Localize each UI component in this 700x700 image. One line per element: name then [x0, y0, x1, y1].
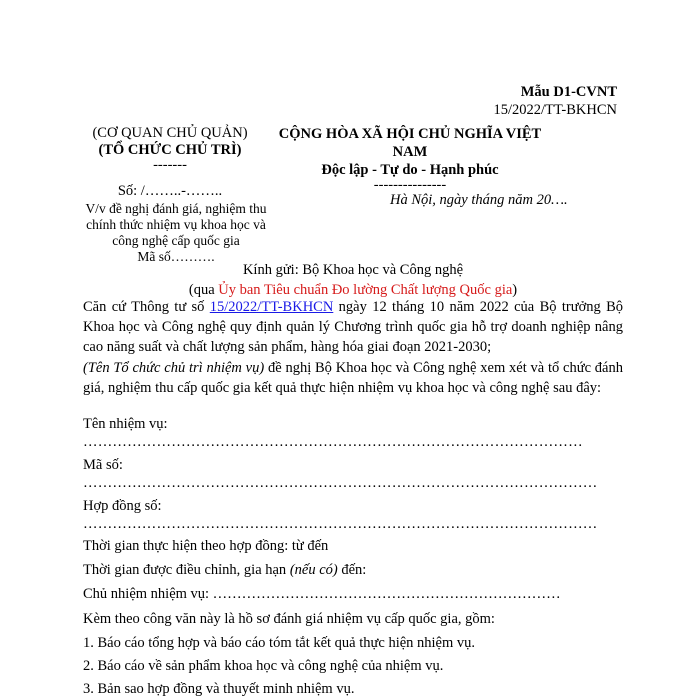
issuing-agency-header: [70, 125, 270, 171]
circular-link[interactable]: 15/2022/TT-BKHCN: [209, 299, 334, 315]
extension-suffix: đến:: [337, 562, 367, 578]
attachment-item: 1. Báo cáo tổng hợp và báo cáo tóm tắt kết quả thực hiện nhiệm vụ.: [83, 635, 476, 651]
national-title: CỘNG HÒA XÃ HỘI CHỦ NGHĨA VIỆT NAM: [278, 126, 542, 160]
extension-period: [83, 561, 623, 580]
attachments-intro: Kèm theo công văn này là hồ sơ đánh giá nhiệm vụ cấp quốc gia, gồm:: [83, 611, 495, 627]
task-name-label: Tên nhiệm vụ:: [83, 416, 168, 432]
contract-label: Hợp đồng số:: [83, 498, 162, 514]
via-prefix: (qua: [188, 282, 219, 298]
subject-block: [78, 201, 274, 265]
basis-paragraph: [83, 297, 623, 357]
basis-text: ngày 12 tháng 10 năm 2022 của Bộ trưởng Bộ Khoa học và Công nghệ quy định quản lý Chương trình quốc gia hỗ trợ doanh nghiệp nâng cao năng suất và chất lượng sản phẩm, hàng hóa giai đoạn 2021-2030;: [83, 299, 624, 355]
left-divider: -------: [153, 157, 187, 173]
attachment-item: 3. Bản sao hợp đồng và thuyết minh nhiệm vụ.: [83, 681, 355, 697]
host-organization: (TỔ CHỨC CHỦ TRÌ): [98, 142, 242, 158]
form-code: [493, 83, 617, 119]
national-header: [272, 125, 548, 191]
via-suffix: ): [512, 282, 518, 298]
attachment-item: 2. Báo cáo về sản phẩm khoa học và công nghệ của nhiệm vụ.: [83, 658, 444, 674]
host-org-placeholder: (Tên Tổ chức chủ trì nhiệm vụ): [83, 360, 265, 376]
right-divider: ---------------: [373, 177, 447, 193]
document-number: Số: /……..-……..: [117, 183, 223, 199]
form-code-line2: 15/2022/TT-BKHCN: [493, 102, 617, 118]
request-paragraph: [83, 358, 623, 398]
code-label: Mã số:: [83, 457, 123, 473]
basis-prefix: Căn cứ Thông tư số: [83, 299, 210, 315]
implementation-period: Thời gian thực hiện theo hợp đồng: từ đến: [83, 538, 329, 554]
via-agency: Ủy ban Tiêu chuẩn Đo lường Chất lượng Quốc gia: [218, 282, 513, 298]
task-leader: Chủ nhiệm nhiệm vụ: ………………………………………………………………: [83, 586, 561, 602]
extension-optional: (nếu có): [289, 562, 338, 578]
governing-agency: (CƠ QUAN CHỦ QUẢN): [92, 125, 248, 141]
place-date: Hà Nội, ngày tháng năm 20….: [390, 192, 568, 208]
motto: Độc lập - Tự do - Hạnh phúc: [321, 162, 499, 178]
task-name-field: …………………………………………………………………………………………: [83, 434, 583, 450]
recipient: [83, 260, 623, 300]
request-text: đề nghị Bộ Khoa học và Công nghệ xem xét và tổ chức đánh giá, nghiệm thu cấp quốc gia kết quả thực hiện nhiệm vụ khoa học và công nghệ sau đây:: [83, 360, 623, 396]
recipient-line: Kính gửi: Bộ Khoa học và Công nghệ: [242, 262, 464, 278]
extension-prefix: Thời gian được điều chỉnh, gia hạn: [83, 562, 290, 578]
code-field: ……………………………………………………………………………………………: [83, 475, 598, 491]
subject-text: V/v đề nghị đánh giá, nghiệm thu chính thức nhiệm vụ khoa học và công nghệ cấp quốc gia: [85, 201, 267, 248]
task-code: Mã số……….: [137, 249, 215, 264]
contract-field: ……………………………………………………………………………………………: [83, 516, 598, 532]
form-code-line1: Mẫu D1-CVNT: [520, 84, 617, 100]
